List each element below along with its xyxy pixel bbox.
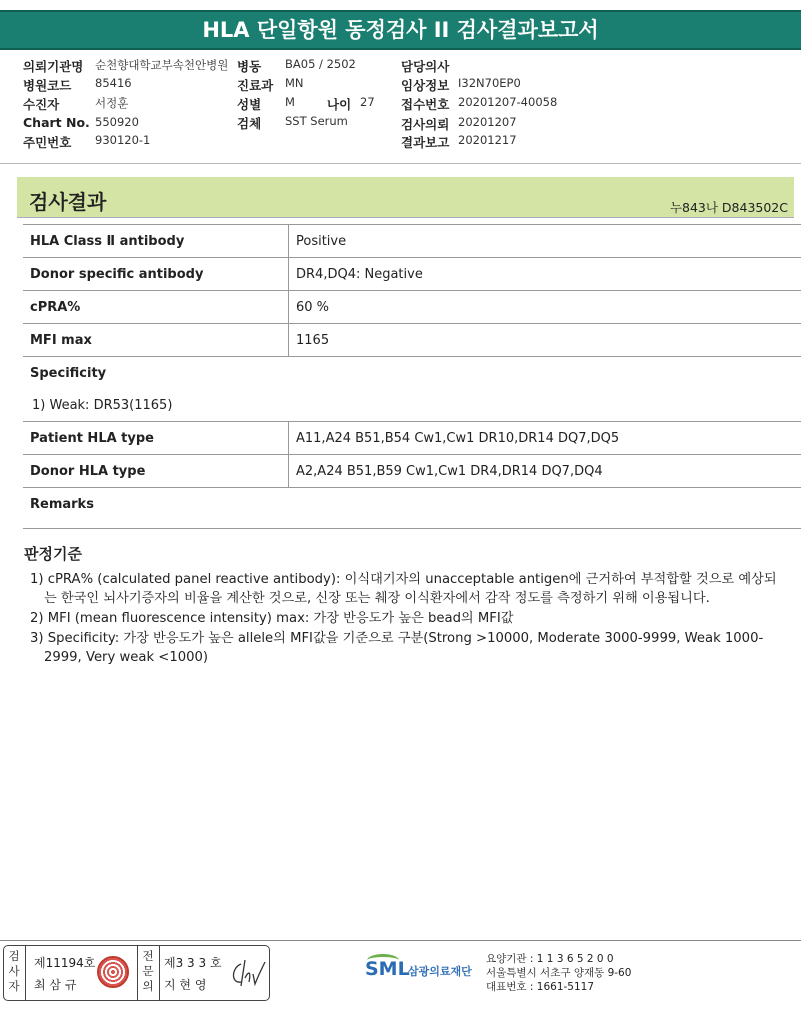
criteria-item: 2) MFI (mean fluorescence intensity) max: 가장 반응도가 높은 bead의 MFI값 — [30, 611, 514, 626]
criteria-title: 판정기준 — [24, 545, 82, 563]
label-char: 자 — [8, 979, 20, 993]
divider — [25, 946, 26, 1000]
logo-text: SML — [365, 958, 410, 980]
label-char: 검 — [8, 949, 20, 963]
row-label: cPRA% — [30, 300, 81, 315]
table-row — [23, 455, 801, 488]
column-divider — [288, 258, 289, 290]
specialist-license-no: 제3 3 3 호 — [164, 956, 222, 970]
info-value-patient: 서정훈 — [95, 96, 129, 110]
row-value: 60 % — [296, 300, 330, 315]
info-value-department: MN — [285, 76, 304, 90]
label-char: 문 — [142, 964, 154, 978]
row-label: MFI max — [30, 333, 92, 348]
info-value-chart-no: 550920 — [95, 115, 139, 129]
divider — [137, 946, 138, 1000]
table-row — [23, 224, 801, 258]
org-name: 삼광의료재단 — [408, 965, 472, 978]
info-label-department: 진료과 — [237, 78, 274, 93]
row-label: Remarks — [30, 497, 94, 512]
info-label-clinical-info: 임상정보 — [401, 78, 450, 93]
inspector-name: 최 삼 규 — [34, 978, 77, 992]
info-value-sex: M — [285, 95, 295, 109]
info-label-receipt-no: 접수번호 — [401, 97, 450, 112]
info-value-report-date: 20201217 — [458, 133, 517, 147]
info-value-clinical-info: I32N70EP0 — [458, 76, 521, 90]
info-label-institution: 의뢰기관명 — [23, 59, 84, 74]
info-label-doctor: 담당의사 — [401, 59, 450, 74]
column-divider — [288, 455, 289, 487]
inspector-label — [6, 949, 22, 994]
column-divider — [288, 422, 289, 454]
table-row — [23, 357, 801, 389]
phone: 대표번호 : 1661-5117 — [486, 981, 595, 993]
handwritten-signature-icon — [227, 956, 267, 990]
contact-info — [486, 952, 631, 994]
results-section-header — [17, 177, 794, 218]
specialist-name: 지 현 영 — [164, 978, 207, 992]
info-value-specimen: SST Serum — [285, 114, 348, 128]
footer-divider — [0, 940, 801, 941]
sml-logo — [365, 952, 477, 992]
info-label-chart-no: Chart No. — [23, 115, 90, 130]
divider — [159, 946, 160, 1000]
info-label-report-date: 결과보고 — [401, 135, 450, 150]
info-label-request-date: 검사의뢰 — [401, 117, 450, 132]
label-char: 사 — [8, 964, 20, 978]
label-char: 전 — [142, 949, 154, 963]
red-seal-icon — [97, 956, 129, 988]
row-label: Donor HLA type — [30, 464, 146, 479]
column-divider — [288, 291, 289, 323]
info-value-age: 27 — [360, 95, 375, 109]
info-value-request-date: 20201207 — [458, 115, 517, 129]
table-row — [23, 422, 801, 455]
specialist-label — [140, 949, 156, 994]
info-label-age: 나이 — [327, 97, 352, 112]
report-title: HLA 단일항원 동정검사 II 검사결과보고서 — [0, 10, 801, 50]
column-divider — [288, 324, 289, 356]
row-label: Donor specific antibody — [30, 267, 204, 282]
table-row — [23, 488, 801, 529]
specificity-value: 1) Weak: DR53(1165) — [32, 398, 173, 413]
info-value-ward: BA05 / 2502 — [285, 57, 356, 71]
info-label-patient: 수진자 — [23, 97, 60, 112]
info-label-sex: 성별 — [237, 97, 262, 112]
table-row — [23, 258, 801, 291]
info-label-hospital-code: 병원코드 — [23, 78, 72, 93]
address: 서울특별시 서초구 양재동 9-60 — [486, 967, 632, 979]
criteria-list — [30, 570, 782, 668]
info-value-hospital-code: 85416 — [95, 76, 132, 90]
row-value: DR4,DQ4: Negative — [296, 267, 423, 282]
inspector-license-no: 제11194호 — [34, 956, 96, 970]
label-char: 의 — [142, 979, 154, 993]
info-label-ward: 병동 — [237, 59, 262, 74]
info-label-resident-no: 주민번호 — [23, 135, 72, 150]
results-section-title: 검사결과 — [29, 190, 107, 214]
row-label: Specificity — [30, 366, 107, 381]
row-value: 1165 — [296, 333, 330, 348]
results-section-code: 누843나 D843502C — [669, 200, 788, 215]
divider — [0, 163, 801, 164]
row-value: A2,A24 B51,B59 Cw1,Cw1 DR4,DR14 DQ7,DQ4 — [296, 464, 603, 479]
care-institution-no: 요양기관 : 1 1 3 6 5 2 0 0 — [486, 953, 614, 965]
info-value-receipt-no: 20201207-40058 — [458, 95, 558, 109]
info-value-resident-no: 930120-1 — [95, 133, 151, 147]
table-row — [23, 324, 801, 357]
info-value-institution: 순천향대학교부속천안병원 — [95, 58, 229, 72]
patient-info — [0, 52, 801, 162]
row-value: A11,A24 B51,B54 Cw1,Cw1 DR10,DR14 DQ7,DQ5 — [296, 431, 620, 446]
results-table — [23, 224, 801, 529]
row-value: Positive — [296, 234, 347, 249]
signature-box — [3, 945, 270, 1001]
row-label: Patient HLA type — [30, 431, 154, 446]
table-row — [23, 389, 801, 422]
info-label-specimen: 검체 — [237, 116, 262, 131]
row-label: HLA Class Ⅱ antibody — [30, 234, 185, 249]
criteria-item: 3) Specificity: 가장 반응도가 높은 allele의 MFI값을 기준으로 구분(Strong >10000, Moderate 3000-9999, Weak 1000-2999, Very weak <1000) — [30, 631, 764, 665]
table-row — [23, 291, 801, 324]
column-divider — [288, 225, 289, 257]
criteria-item: 1) cPRA% (calculated panel reactive antibody): 이식대기자의 unacceptable antigen에 근거하여 부적합할 것으로 예상되는 한국인 뇌사기증자의 비율을 계산한 것으로, 신장 또는 췌장 이식환자에서 감작 정도를 측정하기 위해 이용됩니다. — [30, 572, 777, 606]
